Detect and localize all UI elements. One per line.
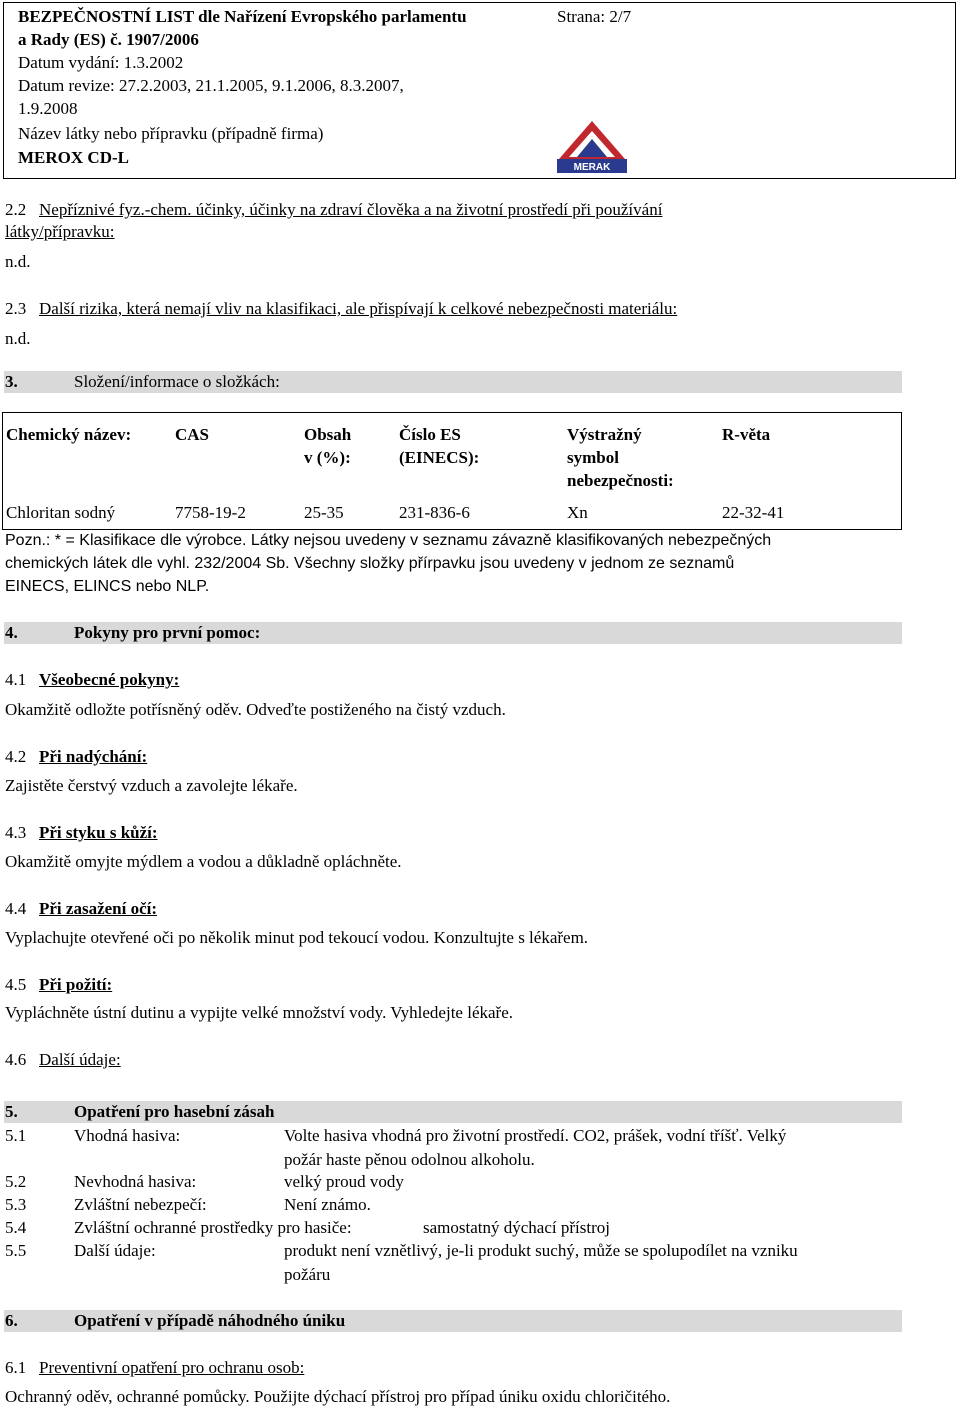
first-aid-item-text: Vyplachujte otevřené oči po několik minut pod tekoucí vodou. Konzultujte s lékařem. <box>5 928 589 947</box>
first-aid-item-text: Vypláchněte ústní dutinu a vypijte velké množství vody. Vyhledejte lékaře. <box>5 1003 513 1022</box>
fire-row-num: 5.4 <box>5 1218 27 1237</box>
col-header-es-2: (EINECS): <box>399 448 480 467</box>
first-aid-item-num: 4.2 <box>5 747 27 766</box>
fire-row-num: 5.2 <box>5 1172 27 1191</box>
section-2-3-number: 2.3 <box>5 299 27 318</box>
section-6-1-number: 6.1 <box>5 1358 27 1377</box>
section-5-number: 5. <box>5 1102 18 1121</box>
first-aid-item-num: 4.6 <box>5 1050 27 1069</box>
first-aid-item-num: 4.3 <box>5 823 27 842</box>
first-aid-item-title: Při styku s kůží: <box>39 823 158 842</box>
fire-row-num: 5.1 <box>5 1126 27 1145</box>
col-header-cas: CAS <box>175 425 210 444</box>
section-6-1-text: Ochranný oděv, ochranné pomůcky. Použijte dýchací přístroj pro případ úniku oxidu chloričitého. <box>5 1387 671 1406</box>
header-title-line1: BEZPEČNOSTNÍ LIST dle Nařízení Evropského parlamentu <box>18 7 467 26</box>
fire-row-label: Zvláštní nebezpečí: <box>74 1195 207 1214</box>
col-header-symbol-1: Výstražný <box>567 425 642 444</box>
fire-row-value: samostatný dýchací přístroj <box>423 1218 610 1237</box>
section-2-3-title: Další rizika, která nemají vliv na klasifikaci, ale přispívají k celkové nebezpečnosti materiálu: <box>39 299 678 318</box>
section-3-number: 3. <box>5 372 18 391</box>
col-header-symbol-3: nebezpečnosti: <box>567 471 674 490</box>
first-aid-item-text: Okamžitě odložte potřísněný oděv. Odveďte postiženého na čistý vzduch. <box>5 700 506 719</box>
fire-row-value: produkt není vznětlivý, je-li produkt suchý, může se spolupodílet na vzniku <box>284 1241 798 1260</box>
section-3-title: Složení/informace o složkách: <box>74 372 280 391</box>
issue-date: Datum vydání: 1.3.2002 <box>18 53 184 72</box>
first-aid-item-title: Při zasažení očí: <box>39 899 158 918</box>
revision-date: Datum revize: 27.2.2003, 21.1.2005, 9.1.2006, 8.3.2007, <box>18 76 404 95</box>
fire-row-value: velký proud vody <box>284 1172 404 1191</box>
first-aid-item-title: Další údaje: <box>39 1050 121 1069</box>
fire-row-value-cont: požáru <box>284 1265 331 1284</box>
fire-row-num: 5.5 <box>5 1241 27 1260</box>
col-header-content-1: Obsah <box>304 425 352 444</box>
section-4-title: Pokyny pro první pomoc: <box>74 623 261 642</box>
section-4-number: 4. <box>5 623 18 642</box>
first-aid-item-num: 4.1 <box>5 670 27 689</box>
section-2-2-number: 2.2 <box>5 200 27 219</box>
fire-row-label: Další údaje: <box>74 1241 156 1260</box>
section-6-1-title: Preventivní opatření pro ochranu osob: <box>39 1358 305 1377</box>
col-header-name: Chemický název: <box>6 425 132 444</box>
first-aid-item-title: Všeobecné pokyny: <box>39 670 180 689</box>
row-content: 25-35 <box>304 503 344 522</box>
fire-row-value: Není známo. <box>284 1195 371 1214</box>
first-aid-item-title: Při nadýchání: <box>39 747 148 766</box>
document-header <box>3 2 956 179</box>
composition-note-line2: chemických látek dle vyhl. 232/2004 Sb. Všechny složky přírpavku jsou uvedeny v jednom ze seznamů <box>5 555 735 572</box>
first-aid-item-num: 4.5 <box>5 975 27 994</box>
row-name: Chloritan sodný <box>6 503 116 522</box>
col-header-r: R-věta <box>722 425 771 444</box>
section-2-2-value: n.d. <box>5 252 31 271</box>
fire-row-label: Vhodná hasiva: <box>74 1126 181 1145</box>
fire-row-value-cont: požár haste pěnou odolnou alkoholu. <box>284 1150 535 1169</box>
row-es: 231-836-6 <box>399 503 470 522</box>
col-header-es-1: Číslo ES <box>399 425 461 444</box>
composition-table <box>2 412 902 530</box>
header-title-line2: a Rady (ES) č. 1907/2006 <box>18 30 199 49</box>
first-aid-item-text: Okamžitě omyjte mýdlem a vodou a důkladně opláchněte. <box>5 852 402 871</box>
revision-date-cont: 1.9.2008 <box>18 99 78 118</box>
product-name: MEROX CD-L <box>18 148 129 167</box>
col-header-content-2: v (%): <box>304 448 351 467</box>
section-5-title: Opatření pro hasební zásah <box>74 1102 275 1121</box>
row-r: 22-32-41 <box>722 503 785 522</box>
merak-logo <box>555 119 629 175</box>
composition-note-line3: EINECS, ELINCS nebo NLP. <box>5 578 210 595</box>
fire-row-label: Nevhodná hasiva: <box>74 1172 197 1191</box>
fire-row-label: Zvláštní ochranné prostředky pro hasiče: <box>74 1218 352 1237</box>
first-aid-item-title: Při požití: <box>39 975 113 994</box>
fire-row-num: 5.3 <box>5 1195 27 1214</box>
section-2-2-title-cont: látky/přípravku: <box>5 222 115 241</box>
page-number: Strana: 2/7 <box>557 7 632 26</box>
svg-text:MERAK: MERAK <box>573 162 611 173</box>
row-symbol: Xn <box>567 503 588 522</box>
first-aid-item-text: Zajistěte čerstvý vzduch a zavolejte lékaře. <box>5 776 298 795</box>
section-2-3-value: n.d. <box>5 329 31 348</box>
row-cas: 7758-19-2 <box>175 503 246 522</box>
composition-note-line1: Pozn.: * = Klasifikace dle výrobce. Látky nejsou uvedeny v seznamu závazně klasifikovaných nebezpečných <box>5 532 772 549</box>
fire-row-value: Volte hasiva vhodná pro životní prostředí. CO2, prášek, vodní tříšť. Velký <box>284 1126 787 1145</box>
col-header-symbol-2: symbol <box>567 448 619 467</box>
first-aid-item-num: 4.4 <box>5 899 27 918</box>
section-6-number: 6. <box>5 1311 18 1330</box>
section-6-title: Opatření v případě náhodného úniku <box>74 1311 346 1330</box>
substance-name-label: Název látky nebo přípravku (případně firma) <box>18 124 324 143</box>
section-2-2-title: Nepříznivé fyz.-chem. účinky, účinky na zdraví člověka a na životní prostředí při používání <box>39 200 663 219</box>
